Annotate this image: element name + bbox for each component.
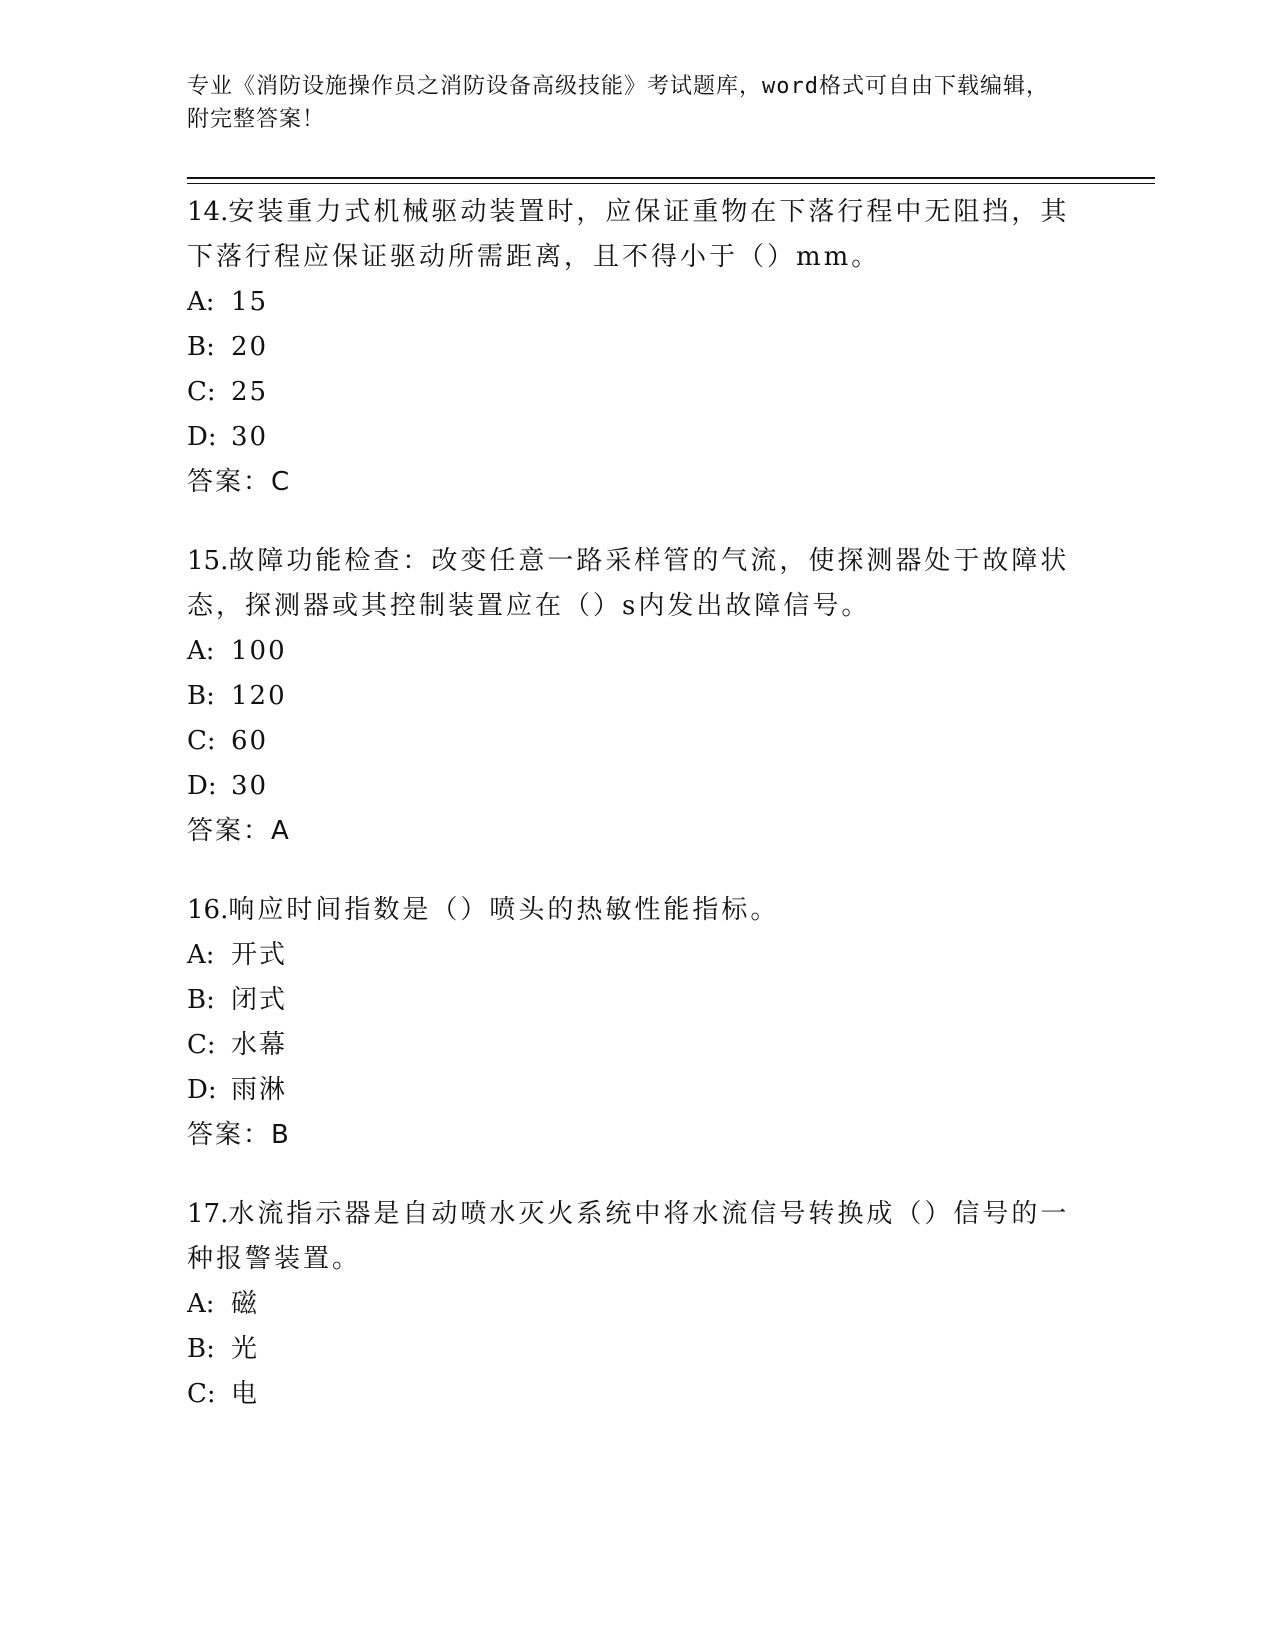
question-17 (187, 1192, 1077, 1417)
option-a (187, 629, 1077, 674)
header-rule-thin (187, 183, 1155, 184)
answer-line: 答案：B (187, 1120, 291, 1150)
option-letter: B: (187, 332, 215, 362)
option-b (187, 978, 1077, 1023)
question-stem (187, 888, 1077, 933)
answer-line: 答案：A (187, 816, 291, 846)
answer-line: 答案：C (187, 467, 292, 497)
option-a (187, 933, 1077, 978)
option-a (187, 1282, 1077, 1327)
option-letter: C: (187, 1379, 216, 1409)
option-text: 电 (231, 1379, 260, 1409)
option-c (187, 370, 1077, 415)
option-text: 60 (231, 726, 269, 756)
option-letter: C: (187, 726, 216, 756)
question-number: 17. (187, 1199, 229, 1229)
option-letter: A: (187, 636, 215, 666)
option-letter: D: (187, 422, 217, 452)
question-text: 水流指示器是自动喷水灭火系统中将水流信号转换成（）信号的一种报警装置。 (187, 1199, 1070, 1274)
question-14 (187, 190, 1077, 505)
option-letter: D: (187, 1075, 217, 1105)
option-letter: A: (187, 1289, 215, 1319)
option-text: 120 (231, 681, 287, 711)
header-rule-thick (187, 177, 1155, 179)
question-number: 15. (187, 546, 229, 576)
option-letter: B: (187, 985, 215, 1015)
option-d (187, 764, 1077, 809)
question-16 (187, 888, 1077, 1158)
option-text: 30 (231, 771, 269, 801)
question-stem (187, 1192, 1077, 1282)
header-note: 专业《消防设施操作员之消防设备高级技能》考试题库，word格式可自由下载编辑，附完整答案！ (187, 74, 1049, 132)
question-15 (187, 539, 1077, 854)
question-text: 安装重力式机械驱动装置时，应保证重物在下落行程中无阻挡，其下落行程应保证驱动所需距离，且不得小于（）mm。 (187, 197, 1070, 272)
option-c (187, 719, 1077, 764)
question-stem (187, 190, 1077, 280)
option-text: 15 (231, 287, 269, 317)
option-d (187, 415, 1077, 460)
option-c (187, 1372, 1077, 1417)
option-b (187, 325, 1077, 370)
option-text: 25 (231, 377, 269, 407)
option-text: 雨淋 (231, 1075, 288, 1105)
option-letter: C: (187, 377, 216, 407)
option-d (187, 1068, 1077, 1113)
question-number: 14. (187, 197, 229, 227)
option-text: 20 (231, 332, 269, 362)
option-text: 30 (231, 422, 269, 452)
option-text: 光 (231, 1334, 260, 1364)
option-text: 100 (231, 636, 287, 666)
option-text: 磁 (231, 1289, 260, 1319)
question-stem (187, 539, 1077, 629)
question-text: 响应时间指数是（）喷头的热敏性能指标。 (228, 895, 780, 925)
option-c (187, 1023, 1077, 1068)
question-text: 故障功能检查：改变任意一路采样管的气流，使探测器处于故障状态，探测器或其控制装置应在（）s内发出故障信号。 (187, 546, 1070, 621)
option-text: 水幕 (231, 1030, 288, 1060)
question-number: 16. (187, 895, 229, 925)
option-letter: B: (187, 681, 215, 711)
option-text: 开式 (231, 940, 288, 970)
option-letter: B: (187, 1334, 215, 1364)
option-b (187, 1327, 1077, 1372)
option-letter: C: (187, 1030, 216, 1060)
option-b (187, 674, 1077, 719)
option-letter: A: (187, 940, 215, 970)
option-a (187, 280, 1077, 325)
option-letter: A: (187, 287, 215, 317)
option-text: 闭式 (231, 985, 288, 1015)
option-letter: D: (187, 771, 217, 801)
question-list (187, 190, 1077, 1451)
